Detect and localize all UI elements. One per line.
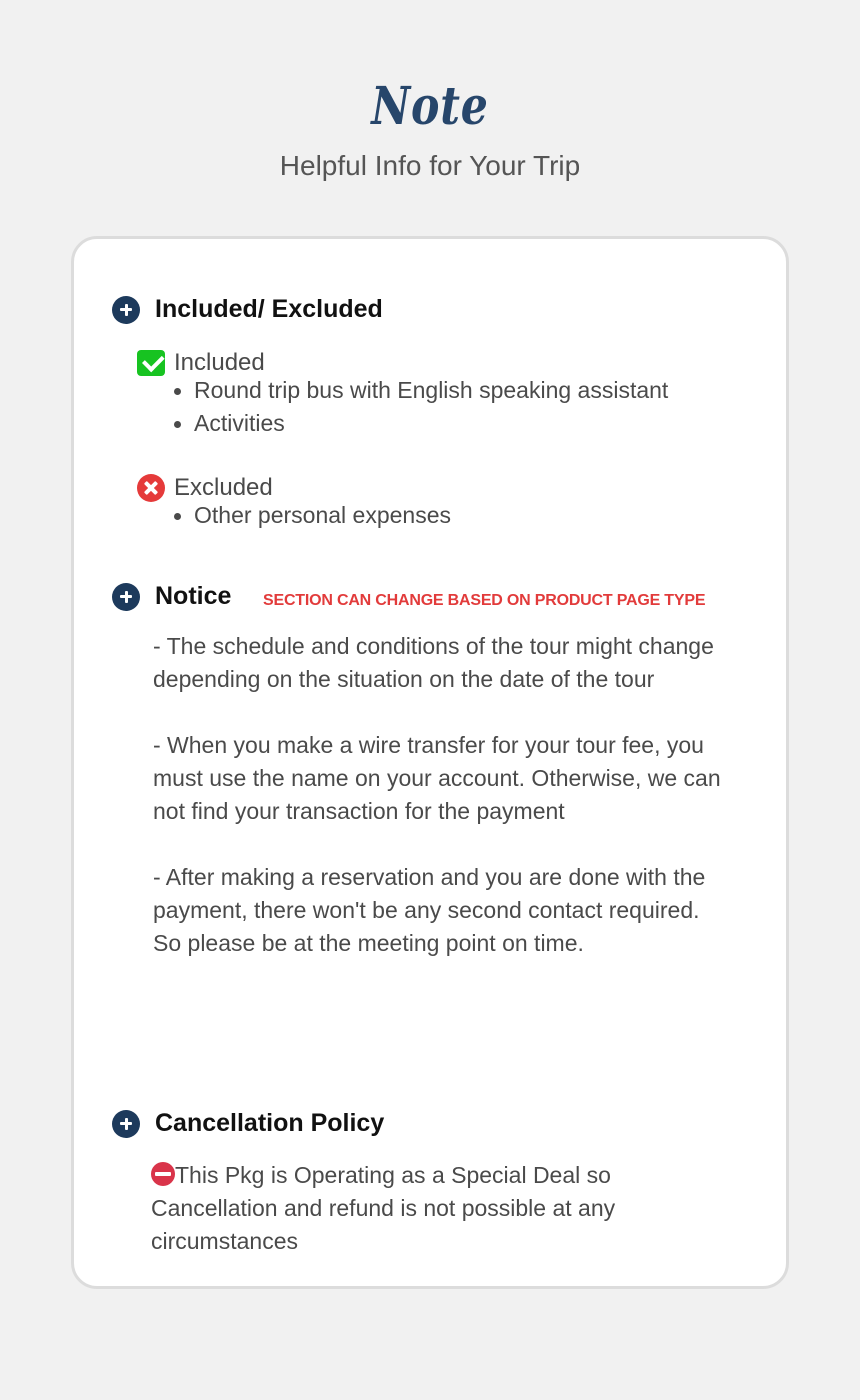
page-title: Note	[371, 76, 489, 137]
page-subtitle: Helpful Info for Your Trip	[279, 150, 581, 181]
notice-paragraph: - After making a reservation and you are done with the payment, there won't be any second contact required. So please be at the meeting point on time.	[153, 864, 706, 956]
info-card	[71, 236, 789, 1289]
section-header-included-excluded[interactable]	[112, 295, 383, 324]
section-annotation: SECTION CAN CHANGE BASED ON PRODUCT PAGE TYPE	[263, 592, 706, 609]
plus-circle-icon[interactable]	[112, 296, 140, 324]
cross-circle-icon	[137, 474, 165, 502]
no-entry-icon	[151, 1162, 175, 1186]
excluded-label: Excluded	[174, 474, 273, 501]
cancellation-body	[151, 1159, 711, 1258]
notice-paragraph: - When you make a wire transfer for your tour fee, you must use the name on your account. Otherwise, we can not find your transaction for the payment	[153, 732, 721, 824]
plus-circle-icon[interactable]	[112, 1110, 140, 1138]
notice-body	[153, 630, 723, 960]
list-item: Activities	[194, 407, 668, 440]
plus-circle-icon[interactable]	[112, 583, 140, 611]
included-header	[137, 349, 265, 377]
check-box-icon	[137, 350, 165, 376]
section-title: Cancellation Policy	[155, 1109, 385, 1137]
cancellation-text: This Pkg is Operating as a Special Deal so Cancellation and refund is not possible at any circumstances	[151, 1162, 616, 1254]
list-item: Round trip bus with English speaking assistant	[194, 374, 668, 407]
section-header-notice[interactable]	[112, 582, 231, 611]
section-title: Included/ Excluded	[155, 295, 383, 323]
notice-paragraph: - The schedule and conditions of the tour might change depending on the situation on the date of the tour	[153, 633, 714, 692]
list-item: Other personal expenses	[194, 499, 451, 532]
section-title: Notice	[155, 582, 232, 610]
excluded-header	[137, 474, 273, 502]
excluded-list	[194, 499, 451, 532]
included-label: Included	[174, 349, 265, 376]
section-header-cancellation[interactable]	[112, 1109, 384, 1138]
included-list	[194, 374, 668, 440]
